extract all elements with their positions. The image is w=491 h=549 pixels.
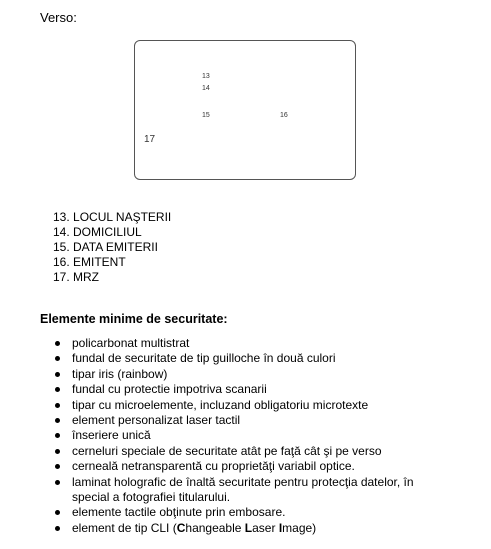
security-features-list bbox=[52, 336, 482, 536]
card-verso-diagram bbox=[134, 40, 356, 180]
card-field-15: 15 bbox=[202, 112, 210, 119]
card-field-13: 13 bbox=[202, 73, 210, 80]
card-field-17: 17 bbox=[144, 134, 156, 145]
feature-item: fundal cu protectie impotriva scanarii bbox=[52, 382, 482, 397]
cli-prefix: element de tip CLI ( bbox=[72, 520, 177, 535]
feature-laminat-line2: special a fotografiei titularului. bbox=[72, 490, 231, 505]
feature-item: element personalizat laser tactil bbox=[52, 413, 482, 428]
card-field-16: 16 bbox=[280, 112, 288, 119]
feature-item-cli bbox=[52, 521, 482, 536]
field-item: 15. DATA EMITERII bbox=[53, 240, 158, 254]
feature-item: cerneală netransparentă cu proprietăţi variabil optice. bbox=[52, 459, 482, 474]
feature-item: cerneluri speciale de securitate atât pe faţă cât şi pe verso bbox=[52, 444, 482, 459]
feature-item: fundal de securitate de tip guilloche în două culori bbox=[52, 351, 482, 366]
feature-item: înseriere unică bbox=[52, 428, 482, 443]
verso-fields-list bbox=[53, 210, 171, 285]
security-section-title: Elemente minime de securitate: bbox=[40, 312, 228, 326]
cli-laser: aser bbox=[252, 520, 279, 535]
field-item: 16. EMITENT bbox=[53, 255, 126, 269]
cli-image: mage) bbox=[282, 520, 317, 535]
field-item: 14. DOMICILIUL bbox=[53, 225, 142, 239]
field-item: 17. MRZ bbox=[53, 270, 100, 284]
cli-i: I bbox=[278, 520, 283, 535]
field-item: 13. LOCUL NAŞTERII bbox=[53, 210, 172, 224]
cli-c: C bbox=[176, 520, 186, 535]
feature-item: tipar iris (rainbow) bbox=[52, 367, 482, 382]
cli-l: L bbox=[244, 520, 253, 535]
card-field-14: 14 bbox=[202, 85, 210, 92]
feature-item: tipar cu microelemente, incluzand obligatoriu microtexte bbox=[52, 398, 482, 413]
feature-item: elemente tactile obţinute prin embosare. bbox=[52, 505, 482, 520]
verso-label: Verso: bbox=[40, 10, 77, 25]
feature-laminat-line1: laminat holografic de înaltă securitate pentru protecţia datelor, în bbox=[72, 474, 414, 489]
feature-item: policarbonat multistrat bbox=[52, 336, 482, 351]
feature-item-laminat bbox=[52, 475, 482, 506]
cli-changeable: hangeable bbox=[185, 520, 245, 535]
